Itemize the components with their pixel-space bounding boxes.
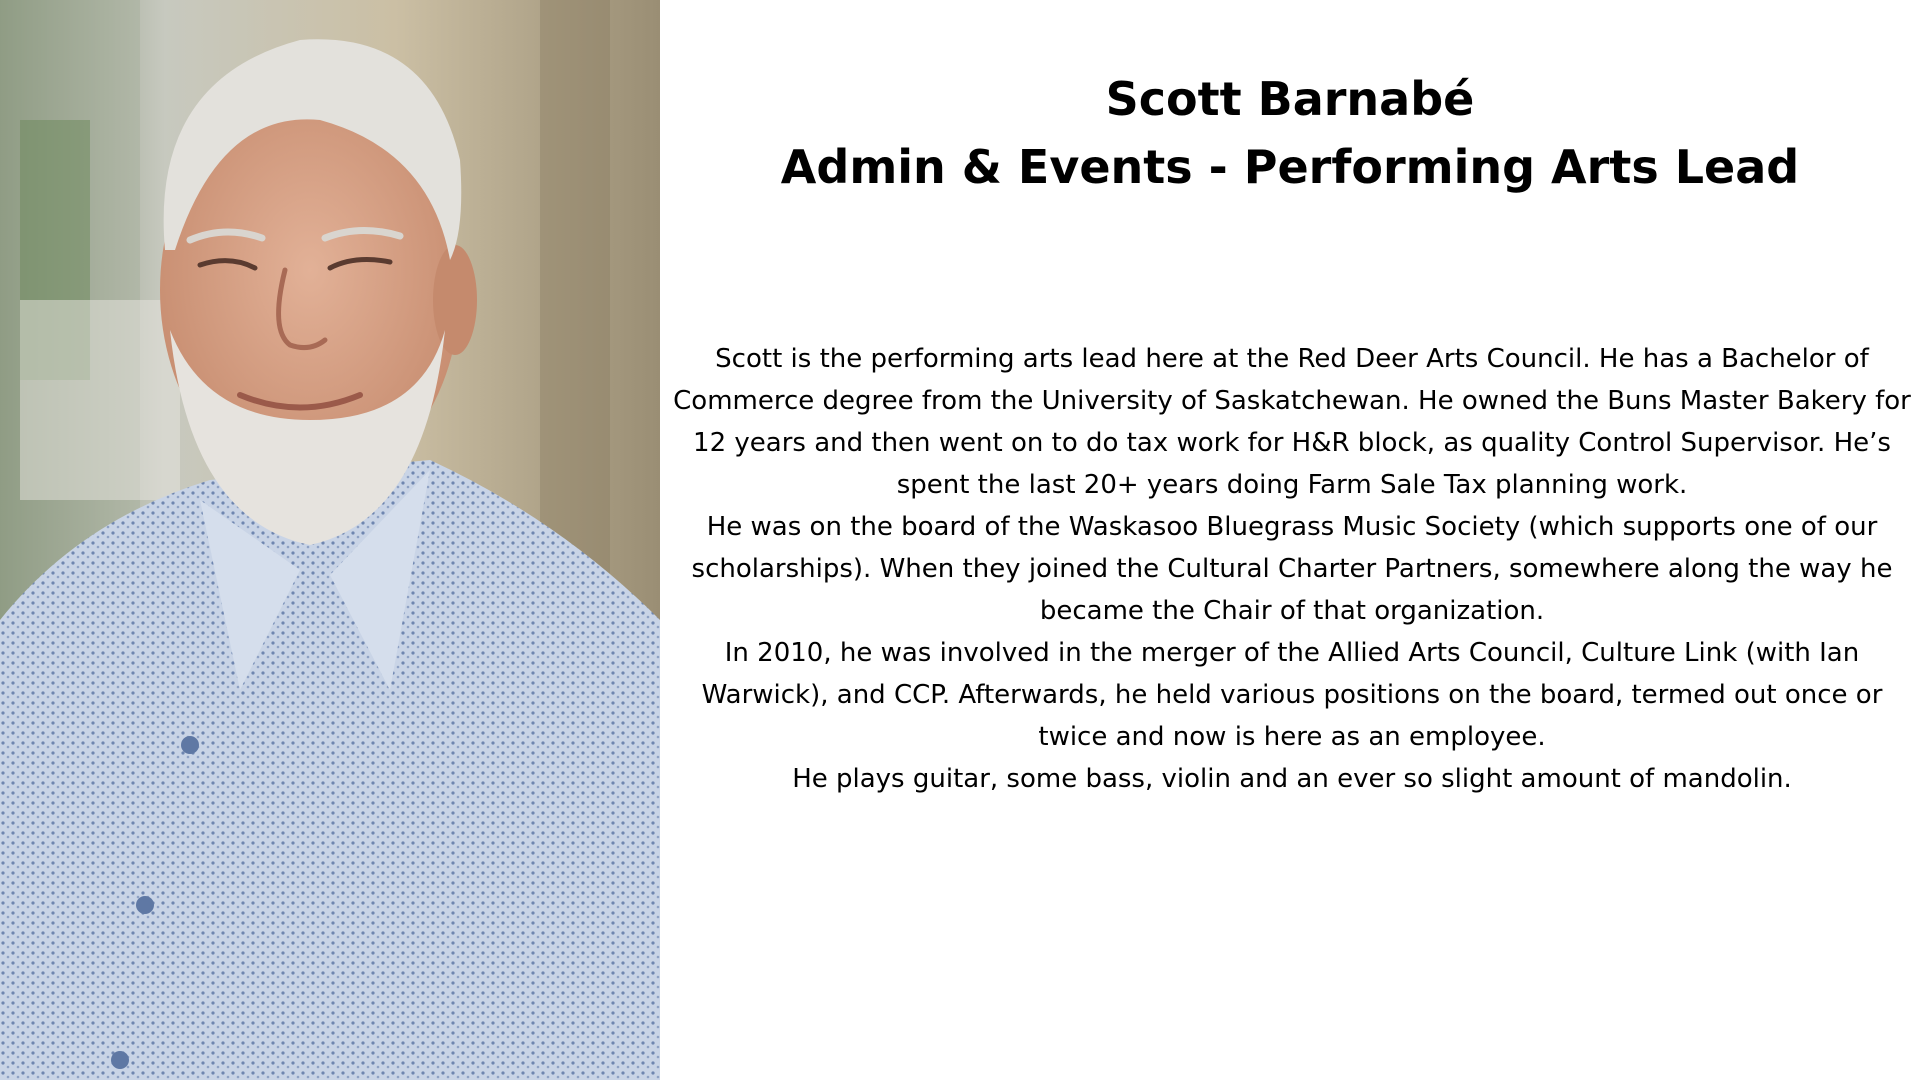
bio-paragraph: He plays guitar, some bass, violin and an ever so slight amount of mandolin. (792, 764, 1792, 794)
bio-paragraph: In 2010, he was involved in the merger of the Allied Arts Council, Culture Link (with Ian Warwick), and CCP. Afterwards, he held various positions on the board, termed out once or twice and now is here as an employee. (701, 638, 1883, 752)
portrait-illustration (0, 0, 660, 1080)
bio-paragraph: He was on the board of the Waskasoo Bluegrass Music Society (which supports one of our scholarships). When they joined the Cultural Charter Partners, somewhere along the way he became the Chair of that organization. (691, 512, 1893, 626)
biography (668, 338, 1916, 800)
profile-text (660, 0, 1920, 1080)
portrait-photo (0, 0, 660, 1080)
bio-paragraph: Scott is the performing arts lead here at the Red Deer Arts Council. He has a Bachelor of Commerce degree from the University of Saskatchewan. He owned the Buns Master Bakery for 12 years and then went on to do tax work for H&R block, as quality Control Supervisor. He’s spent the last 20+ years doing Farm Sale Tax planning work. (673, 344, 1911, 500)
person-name: Scott Barnabé (1105, 72, 1475, 126)
person-role: Admin & Events - Performing Arts Lead (780, 140, 1800, 194)
